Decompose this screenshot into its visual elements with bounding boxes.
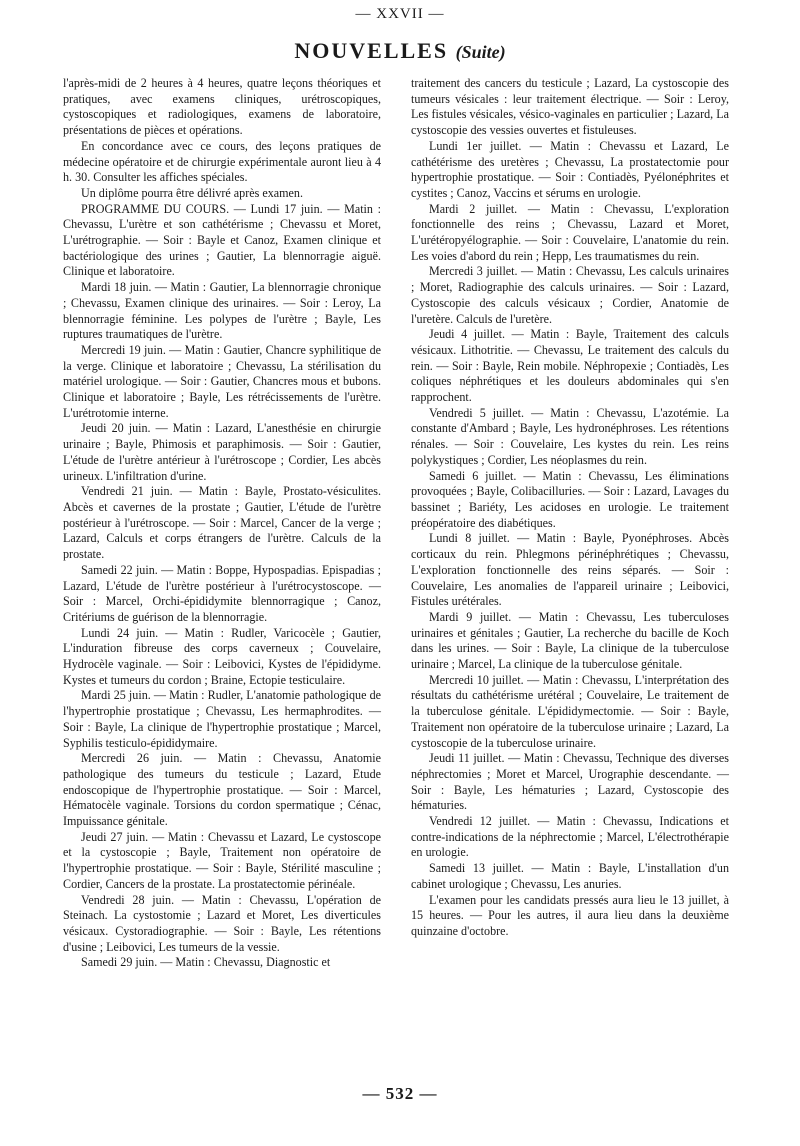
left-column bbox=[63, 76, 381, 971]
paragraph: Mardi 18 juin. — Matin : Gautier, La blennorragie chronique ; Chevassu, Examen clinique des urinaires. — Soir : Leroy, La blennorragie féminine. Les polypes de l'urètre ; Bayle, Les ruptures traumatiques de l'urètre. bbox=[63, 280, 381, 342]
paragraph: Jeudi 27 juin. — Matin : Chevassu et Lazard, Le cystoscope et la cystoscopie ; Bayle, Traitement non opératoire de l'hypertrophie prostatique. — Soir : Bayle, Stérilité masculine ; Cordier, Cancers de la prostate. La prostatectomie périnéale. bbox=[63, 829, 381, 891]
paragraph: l'après-midi de 2 heures à 4 heures, quatre leçons théoriques et pratiques, avec examens cliniques, urétroscopiques, cystoscopiques et radiologiques, examens de laboratoire, présentations de pièces et opérations. bbox=[63, 76, 381, 138]
paragraph: Mardi 9 juillet. — Matin : Chevassu, Les tuberculoses urinaires et génitales ; Gautier, La recherche du bacille de Koch dans les urines. — Soir : Bayle, La clinique de la tuberculose urinaire ; Marcel, La clinique de la tuberculose génitale. bbox=[411, 609, 729, 672]
paragraph: PROGRAMME DU COURS. — Lundi 17 juin. — Matin : Chevassu, L'urètre et son cathétérisme ; Chevassu et Moret, L'urétrographie. — Soir : Bayle et Canoz, Examen clinique et bactériologique des urines ; Gautier, La blennorragie aiguë. Clinique et laboratoire. bbox=[63, 201, 381, 279]
title-suffix: (Suite) bbox=[455, 42, 506, 62]
paragraph: Jeudi 20 juin. — Matin : Lazard, L'anesthésie en chirurgie urinaire ; Bayle, Phimosis et paraphimosis. — Soir : Gautier, L'étude de l'urètre antérieur à l'urétroscope ; Cordier, Les abcès urineux. L'infiltration d'urine. bbox=[63, 421, 381, 483]
paragraph: Lundi 24 juin. — Matin : Rudler, Varicocèle ; Gautier, L'induration fibreuse des corps caverneux ; Couvelaire, Hydrocèle vaginale. — Soir : Leibovici, Kystes de l'épididyme. Kystes et tumeurs du cordon ; Braine, Ectopie testiculaire. bbox=[63, 625, 381, 687]
paragraph: Mercredi 3 juillet. — Matin : Chevassu, Les calculs urinaires ; Moret, Radiographie des calculs urinaires. — Soir : Lazard, Cystoscopie des calculs vésicaux ; Cordier, Anatomie de l'uretère. Calculs de l'uretère. bbox=[411, 264, 729, 326]
paragraph: Lundi 1er juillet. — Matin : Chevassu et Lazard, Le cathétérisme des uretères ; Chevassu, La prostatectomie pour hypertrophie prostatique. — Soir : Contiadès, Pyélonéphrites et cystites ; Canoz, Vaccins et sérums en urologie. bbox=[411, 138, 729, 200]
paragraph: Vendredi 21 juin. — Matin : Bayle, Prostato-vésiculites. Abcès et cavernes de la prostate ; Gautier, L'étude de l'urètre postérieur à l'urétroscope. — Soir : Marcel, Cancer de la verge ; Lazard, Calculs et corps étrangers de l'urètre. Calculs de la prostate. bbox=[63, 484, 381, 562]
paragraph: Vendredi 12 juillet. — Matin : Chevassu, Indications et contre-indications de la néphrectomie ; Marcel, L'électrothérapie en urologie. bbox=[411, 814, 729, 860]
paragraph: Mardi 2 juillet. — Matin : Chevassu, L'exploration fonctionnelle des reins ; Chevassu, Lazard et Moret, L'urétéropyélographie. — Soir : Couvelaire, L'anatomie du rein. Les voies d'abord du rein ; Hepp, Les traumatismes du rein. bbox=[411, 201, 729, 263]
paragraph: En concordance avec ce cours, des leçons pratiques de médecine opératoire et de chirurgie expérimentale auront lieu à 4 h. 30. Consulter les affiches spéciales. bbox=[63, 138, 381, 185]
paragraph: Mardi 25 juin. — Matin : Rudler, L'anatomie pathologique de l'hypertrophie prostatique ; Chevassu, Les hermaphrodites. — Soir : Bayle, La clinique de l'hypertrophie prostatique ; Marcel, Syphilis testiculo-épididymaire. bbox=[63, 688, 381, 750]
paragraph: Samedi 6 juillet. — Matin : Chevassu, Les éliminations provoquées ; Bayle, Colibacilluries. — Soir : Lazard, Lavages du bassinet ; Bariéty, Les acidoses en urologie. Le traitement préopératoire des diabétiques. bbox=[411, 468, 729, 530]
page-title bbox=[0, 38, 800, 64]
paragraph: Samedi 13 juillet. — Matin : Bayle, L'installation d'un cabinet urologique ; Chevassu, Les anuries. bbox=[411, 861, 729, 891]
paragraph: Jeudi 4 juillet. — Matin : Bayle, Traitement des calculs vésicaux. Lithotritie. — Chevassu, Le traitement des calculs du rein. — Soir : Bayle, Rein mobile. Néphropexie ; Contiadès, Les coliques néphrétiques et les douleurs abdominales qui s'en rapprochent. bbox=[411, 327, 729, 405]
paragraph: Samedi 22 juin. — Matin : Boppe, Hypospadias. Epispadias ; Lazard, L'étude de l'urètre postérieur à l'urétrocystoscope. — Soir : Marcel, Orchi-épididymite blennorragique ; Canoz, Critériums de guérison de la blennorragie. bbox=[63, 562, 381, 624]
paragraph: Vendredi 28 juin. — Matin : Chevassu, L'opération de Steinach. La cystostomie ; Lazard et Moret, Les diverticules vésicaux. Cystoradiographie. — Soir : Bayle, Les rétentions d'usine ; Leibovici, Les tumeurs de la vessie. bbox=[63, 892, 381, 954]
paragraph: traitement des cancers du testicule ; Lazard, La cystoscopie des tumeurs vésicales : leur traitement électrique. — Soir : Leroy, Les fistules vésicales, vésico-vaginales en particulier ; Lazard, La cystoscopie des vessies ouvertes et fistuleuses. bbox=[411, 76, 729, 138]
paragraph: Mercredi 19 juin. — Matin : Gautier, Chancre syphilitique de la verge. Clinique et laboratoire ; Chevassu, La stérilisation du matériel urologique. — Soir : Gautier, Chancres mous et bubons. Clinique et laboratoire ; Bayle, Les rétrécissements de l'urètre. L'urétrotomie interne. bbox=[63, 342, 381, 420]
paragraph: L'examen pour les candidats pressés aura lieu le 13 juillet, à 15 heures. — Pour les autres, il aura lieu dans la deuxième quinzaine d'octobre. bbox=[411, 892, 729, 938]
roman-page-number: — XXVII — bbox=[355, 6, 445, 22]
paragraph: Samedi 29 juin. — Matin : Chevassu, Diagnostic et bbox=[81, 955, 331, 970]
paragraph: Jeudi 11 juillet. — Matin : Chevassu, Technique des diverses néphrectomies ; Moret et Marcel, Urographie descendante. — Soir : Bayle, Les hématuries ; Lazard, Cystoscopie des hématuries. bbox=[411, 751, 729, 813]
page-number: — 532 — bbox=[362, 1084, 438, 1103]
paragraph: Mercredi 26 juin. — Matin : Chevassu, Anatomie pathologique des tumeurs du testicule ; Lazard, Etude endoscopique de l'hypertrophie prostatique. — Soir : Marcel, Hématocèle vaginale. Torsions du cordon spermatique ; Cénac, Impuissance génitale. bbox=[63, 751, 381, 829]
paragraph: Lundi 8 juillet. — Matin : Bayle, Pyonéphroses. Abcès corticaux du rein. Phlegmons périnéphrétiques ; Chevassu, L'exploration fonctionnelle des reins séparés. — Soir : Couvelaire, Les anomalies de l'appareil urinaire ; Leibovici, Fistules urétérales. bbox=[411, 531, 729, 609]
paragraph: Mercredi 10 juillet. — Matin : Chevassu, L'interprétation des résultats du cathétérisme urétéral ; Couvelaire, Le traitement de la tuberculose génitale. L'épididymectomie. — Soir : Bayle, Traitement non opératoire de la tuberculose urinaire ; Lazard, La cystoscopie de la tuberculose urinaire. bbox=[411, 672, 729, 750]
right-column bbox=[411, 76, 729, 940]
title-text: NOUVELLES bbox=[294, 38, 449, 63]
paragraph: Un diplôme pourra être délivré après examen. bbox=[81, 185, 303, 200]
paragraph: Vendredi 5 juillet. — Matin : Chevassu, L'azotémie. La constante d'Ambard ; Bayle, Les hydronéphroses. Les rétentions rénales. — Soir : Couvelaire, Les kystes du rein. Les reins polykystiques ; Cordier, Les néoplasmes du rein. bbox=[411, 405, 729, 467]
